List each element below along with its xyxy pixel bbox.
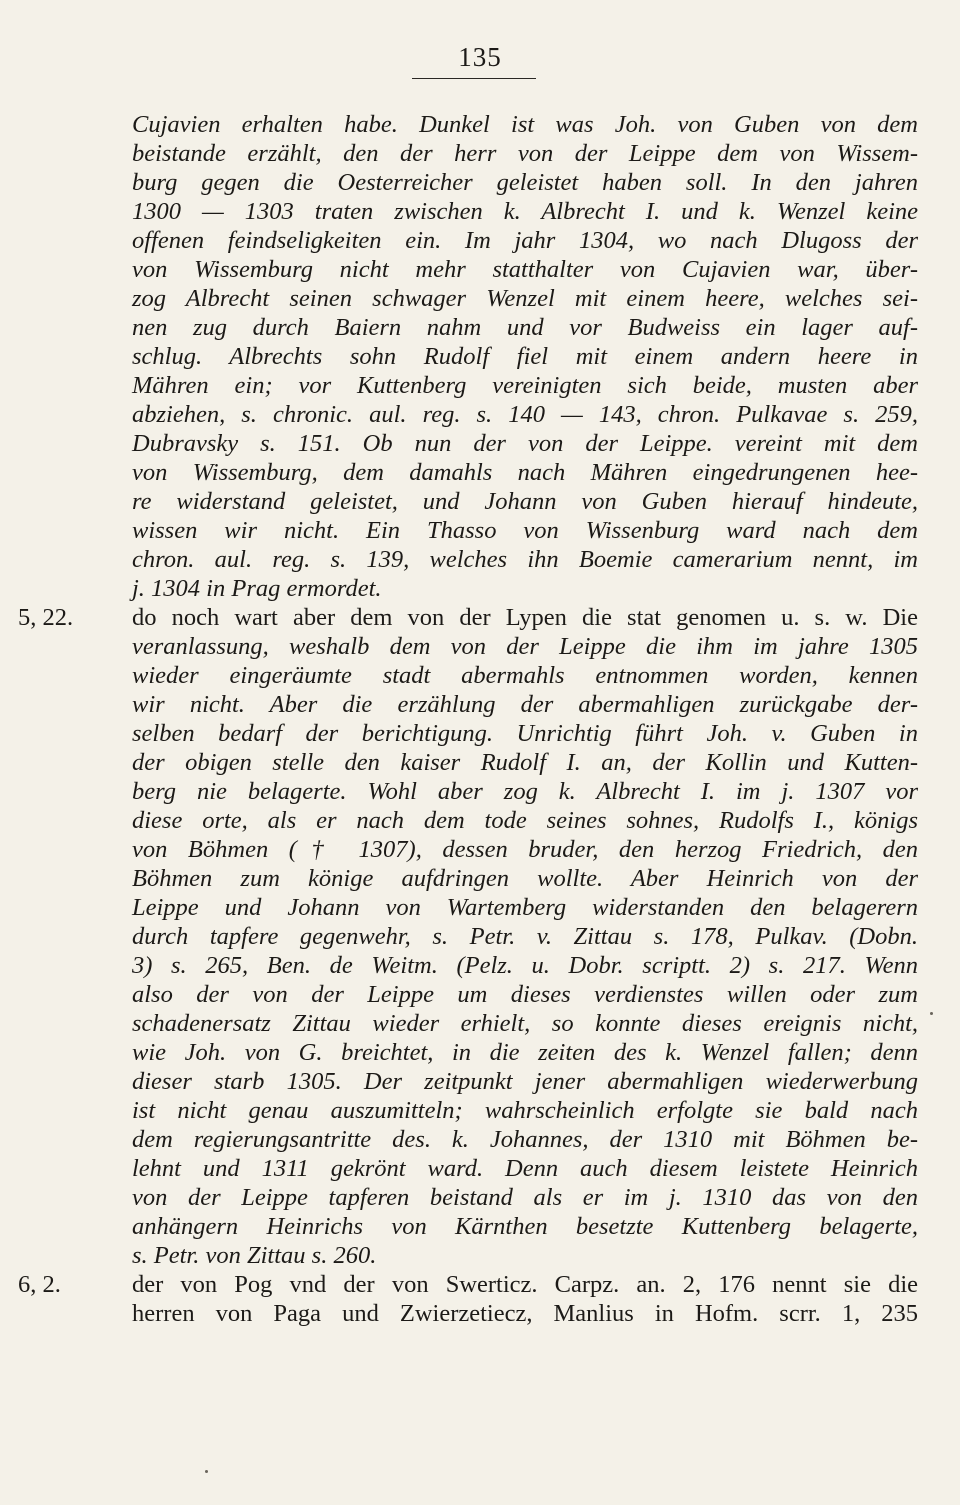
- text-line: zog Albrecht seinen schwager Wenzel mit einem heere, welches sei-: [132, 285, 918, 312]
- text-line: anhängern Heinrichs von Kärnthen besetzte Kuttenberg belagerte,: [132, 1213, 918, 1240]
- text-line: Böhmen zum könige aufdringen wollte. Aber Heinrich von der: [132, 865, 918, 892]
- text-line: offenen feindseligkeiten ein. Im jahr 1304, wo nach Dlugoss der: [132, 227, 918, 254]
- text-line: dieser starb 1305. Der zeitpunkt jener abermahligen wiederwerbung: [132, 1068, 918, 1095]
- text-line: Mähren ein; vor Kuttenberg vereinigten sich beide, musten aber: [132, 372, 918, 399]
- text-line: wieder eingeräumte stadt abermahls entnommen worden, kennen: [132, 662, 918, 689]
- text-line: do noch wart aber dem von der Lypen die stat genomen u. s. w. Die: [132, 604, 918, 631]
- text-line: wie Joh. von G. breichtet, in die zeiten des k. Wenzel fallen; denn: [132, 1039, 918, 1066]
- text-line: dem regierungsantritte des. k. Johannes, der 1310 mit Böhmen be-: [132, 1126, 918, 1153]
- text-line: lehnt und 1311 gekrönt ward. Denn auch diesem leistete Heinrich: [132, 1155, 918, 1182]
- text-line: schlug. Albrechts sohn Rudolf fiel mit einem andern heere in: [132, 343, 918, 370]
- text-line: j. 1304 in Prag ermordet.: [132, 575, 382, 602]
- text-line: schadenersatz Zittau wieder erhielt, so konnte dieses ereignis nicht,: [132, 1010, 918, 1037]
- page-number: 135: [458, 42, 502, 72]
- ink-speck: [930, 1012, 933, 1015]
- text-line: von der Leippe tapferen beistand als er im j. 1310 das von den: [132, 1184, 918, 1211]
- text-line: diese orte, als er nach dem tode seines sohnes, Rudolfs I., königs: [132, 807, 918, 834]
- text-line: burg gegen die Oesterreicher geleistet haben soll. In den jahren: [132, 169, 918, 196]
- text-line: selben bedarf der berichtigung. Unrichtig führt Joh. v. Guben in: [132, 720, 918, 747]
- text-line: ist nicht genau auszumitteln; wahrscheinlich erfolgte sie bald nach: [132, 1097, 918, 1124]
- text-line: 3) s. 265, Ben. de Weitm. (Pelz. u. Dobr. scriptt. 2) s. 217. Wenn: [132, 952, 918, 979]
- text-line: beistande erzählt, den der herr von der Leippe dem von Wissem-: [132, 140, 918, 167]
- text-line: also der von der Leippe um dieses verdienstes willen oder zum: [132, 981, 918, 1008]
- text-line: von Wissemburg, dem damahls nach Mähren eingedrungenen hee-: [132, 459, 918, 486]
- text-line: 1300 — 1303 traten zwischen k. Albrecht I. und k. Wenzel keine: [132, 198, 918, 225]
- text-line: Cujavien erhalten habe. Dunkel ist was Joh. von Guben von dem: [132, 111, 918, 138]
- text-line: Leippe und Johann von Wartemberg widerstanden den belagerern: [132, 894, 918, 921]
- text-line: Dubravsky s. 151. Ob nun der von der Leippe. vereint mit dem: [132, 430, 918, 457]
- text-line: der von Pog vnd der von Swerticz. Carpz. an. 2, 176 nennt sie die: [132, 1271, 918, 1298]
- text-line: abziehen, s. chronic. aul. reg. s. 140 — 143, chron. Pulkavae s. 259,: [132, 401, 918, 428]
- text-line: nen zug durch Baiern nahm und vor Budweiss ein lager auf-: [132, 314, 918, 341]
- ink-speck: [205, 1470, 208, 1473]
- text-line: wissen wir nicht. Ein Thasso von Wissenburg ward nach dem: [132, 517, 918, 544]
- margin-reference: 5, 22.: [18, 604, 74, 631]
- text-line: herren von Paga und Zwierzetiecz, Manlius in Hofm. scrr. 1, 235: [132, 1300, 918, 1327]
- text-line: durch tapfere gegenwehr, s. Petr. v. Zittau s. 178, Pulkav. (Dobn.: [132, 923, 918, 950]
- header-rule: [412, 78, 536, 79]
- text-line: berg nie belagerte. Wohl aber zog k. Albrecht I. im j. 1307 vor: [132, 778, 918, 805]
- text-line: veranlassung, weshalb dem von der Leippe die ihm im jahre 1305: [132, 633, 918, 660]
- text-line: wir nicht. Aber die erzählung der abermahligen zurückgabe der-: [132, 691, 918, 718]
- margin-reference: 6, 2.: [18, 1271, 61, 1298]
- text-line: chron. aul. reg. s. 139, welches ihn Boemie camerarium nennt, im: [132, 546, 918, 573]
- text-line: re widerstand geleistet, und Johann von Guben hierauf hindeute,: [132, 488, 918, 515]
- text-line: von Böhmen († 1307), dessen bruder, den herzog Friedrich, den: [132, 836, 918, 863]
- text-line: der obigen stelle den kaiser Rudolf I. an, der Kollin und Kutten-: [132, 749, 918, 776]
- text-line: von Wissemburg nicht mehr statthalter von Cujavien war, über-: [132, 256, 918, 283]
- text-line: s. Petr. von Zittau s. 260.: [132, 1242, 377, 1269]
